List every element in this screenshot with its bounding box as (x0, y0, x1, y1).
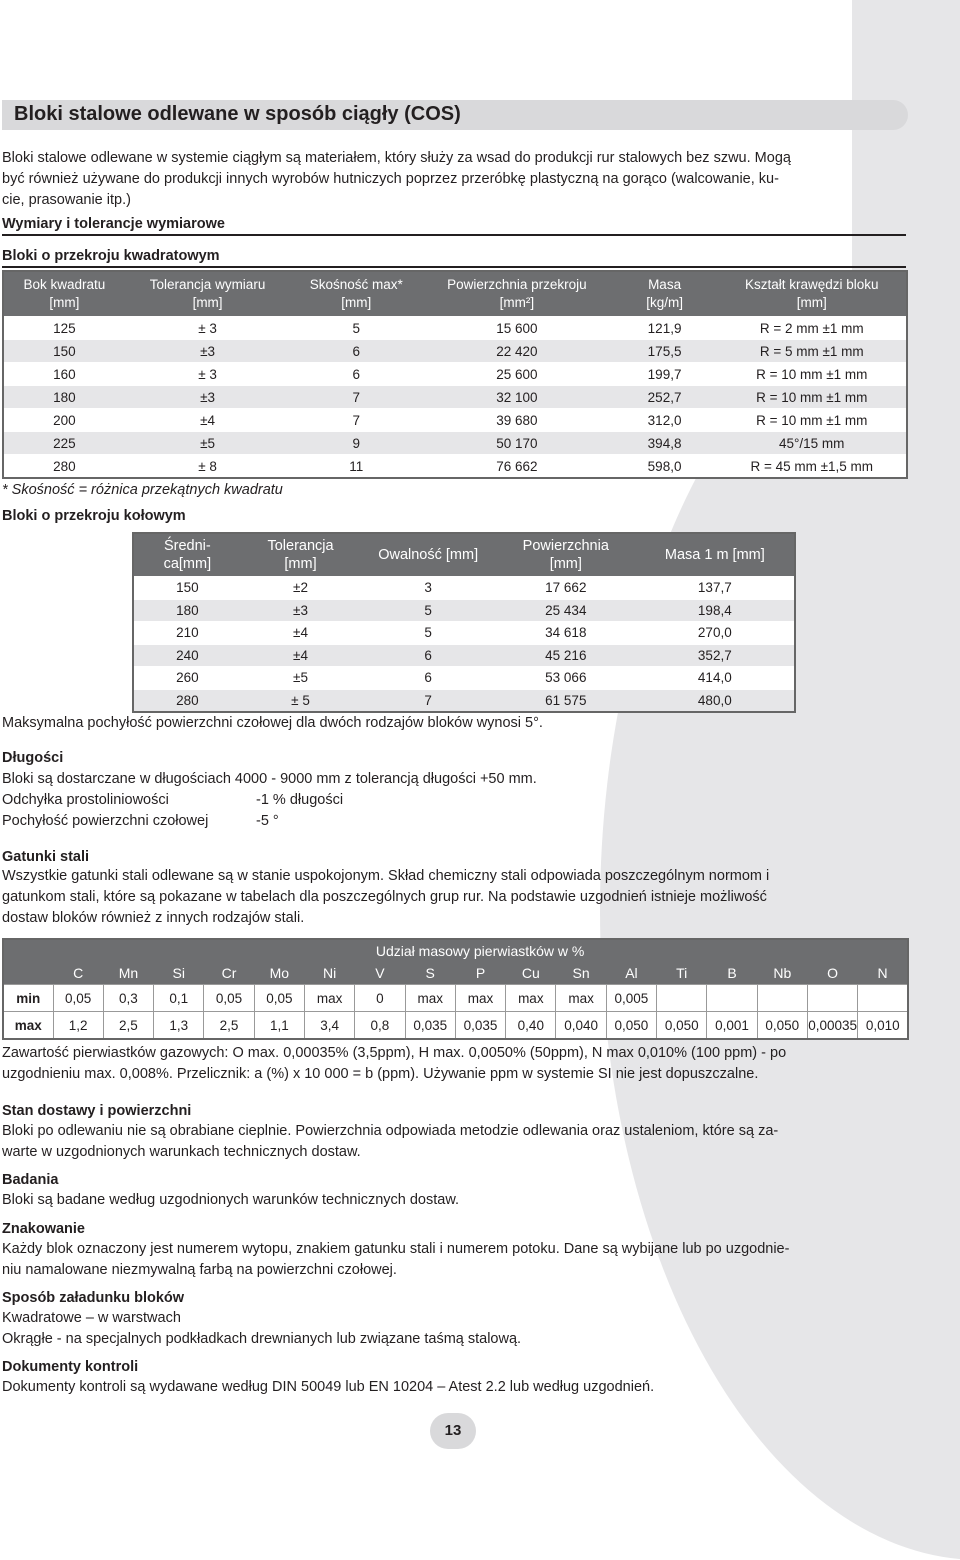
table-cell: 0,035 (455, 1012, 505, 1040)
text-line: Kwadratowe – w warstwach (2, 1310, 181, 1326)
table-cell: N (877, 965, 888, 981)
text-line: [mm] (796, 295, 827, 310)
table-cell: 240 (133, 644, 241, 667)
table-cell: 45 216 (496, 644, 636, 667)
intro-paragraph (2, 148, 791, 211)
table-row (3, 317, 907, 340)
table-row (3, 386, 907, 409)
table-cell: Si (172, 965, 185, 981)
table-cell: 260 (133, 667, 241, 690)
table-cell: 61 575 (496, 689, 636, 712)
table-cell: ± 3 (125, 317, 291, 340)
text-line: Wszystkie gatunki stali odlewane są w stanie uspokojonym. Skład chemiczny stali odpowiada poszczególnym normom i (2, 868, 770, 884)
text-line: ca[mm] (163, 556, 212, 572)
table-cell: 225 (3, 432, 125, 455)
grades-heading: Gatunki stali (2, 849, 90, 865)
table-cell: 0,035 (405, 1012, 455, 1040)
table-cell (858, 985, 909, 1012)
tests-heading: Badania (2, 1172, 59, 1188)
table-cell: B (727, 965, 737, 981)
table-cell: 1,2 (53, 1012, 103, 1040)
table-cell: 312,0 (612, 409, 718, 432)
table-cell: ±3 (125, 340, 291, 363)
text-line: [mm] (341, 295, 372, 310)
table-cell: 125 (3, 317, 125, 340)
table-cell: max (556, 985, 606, 1012)
text-line: Tolerancja (267, 538, 334, 554)
gas-content-text (2, 1043, 786, 1085)
elements-table (2, 938, 909, 1040)
table-cell: 32 100 (422, 386, 612, 409)
table-row (3, 1012, 908, 1040)
column-header (125, 271, 291, 317)
dims-heading: Wymiary i tolerancje wymiarowe (2, 216, 906, 236)
table-cell (807, 985, 857, 1012)
text-line: Zawartość pierwiastków gazowych: O max. 0,00035% (3,5ppm), H max. 0,0050% (50ppm), N max 0,010% (100 ppm) - po (2, 1045, 787, 1061)
table-cell: 210 (133, 622, 241, 645)
text-line: Masa (648, 277, 682, 292)
table-cell: 0,010 (858, 1012, 909, 1040)
text-line: [mm] (192, 295, 223, 310)
table-cell: P (475, 965, 486, 981)
column-header (612, 271, 718, 317)
elements-caption: Udział masowy pierwiastków w % (375, 943, 585, 959)
text-line: Każdy blok oznaczony jest numerem wytopu, znakiem gatunku stali i numerem potoku. Dane są wybijane lub po uzgodnie- (2, 1241, 790, 1257)
table-cell: Cu (521, 965, 540, 981)
table-header-row (3, 939, 908, 962)
text-line: Bok kwadratu (23, 277, 106, 292)
table-cell: 0,05 (204, 985, 254, 1012)
column-header (422, 271, 612, 317)
table-cell: 76 662 (422, 455, 612, 479)
table-cell: Cr (221, 965, 237, 981)
table-cell: 160 (3, 363, 125, 386)
table-row (133, 644, 795, 667)
text-line: Okrągłe - na specjalnych podkładkach drewnianych lub związane taśmą stalową. (2, 1331, 522, 1347)
loading-heading: Sposób załadunku bloków (2, 1290, 185, 1306)
table-cell: 0,050 (606, 1012, 656, 1040)
table-cell: max (3, 1012, 53, 1040)
table-cell: ±3 (125, 386, 291, 409)
table-cell: 53 066 (496, 667, 636, 690)
table-cell: R = 5 mm ±1 mm (717, 340, 907, 363)
intro-line: być również używane do produkcji innych wyrobów hutniczych poprzez przeróbkę plastyczną na gorąco (walcowanie, ku- (2, 171, 779, 187)
text-line: Masa 1 m [mm] (664, 547, 765, 563)
text-line: Bloki są dostarczane w długościach 4000 - 9000 mm z tolerancją długości +50 mm. (2, 771, 537, 787)
table-cell: 3,4 (304, 1012, 354, 1040)
text-line: [mm²] (499, 295, 535, 310)
table-cell: 200 (3, 409, 125, 432)
table-cell: ±4 (125, 409, 291, 432)
table-cell: 198,4 (636, 599, 795, 622)
table-cell: 5 (360, 622, 496, 645)
text-line: gatunkom stali, które są pokazane w tabelach dla poszczególnych grup rur. Na podstawie uzgodnień istnieje możliwość (2, 889, 767, 905)
text-line: Owalność [mm] (378, 547, 479, 563)
square-heading: Bloki o przekroju kwadratowym (2, 248, 906, 268)
round-heading: Bloki o przekroju kołowym (2, 508, 186, 524)
slope-note: Maksymalna pochyłość powierzchni czołowej dla dwóch rodzajów bloków wynosi 5°. (2, 715, 543, 731)
table-cell: 6 (290, 363, 422, 386)
intro-line: cie, prasowanie itp.) (2, 192, 131, 208)
table-cell: 199,7 (612, 363, 718, 386)
table-cell: 0,050 (757, 1012, 807, 1040)
table-cell: S (425, 965, 435, 981)
table-cell: 34 618 (496, 622, 636, 645)
table-row (133, 599, 795, 622)
text-line: Średni- (163, 538, 211, 554)
table-cell: 0,1 (154, 985, 204, 1012)
column-header (241, 533, 361, 577)
text-line: [mm] (49, 295, 80, 310)
table-header-row (133, 533, 795, 577)
table-cell: 15 600 (422, 317, 612, 340)
table-cell: 2,5 (204, 1012, 254, 1040)
table-cell: Sn (572, 965, 590, 981)
table-cell: 0,050 (657, 1012, 707, 1040)
table-cell: 180 (3, 386, 125, 409)
table-cell: 7 (290, 409, 422, 432)
table-cell: min (3, 985, 53, 1012)
column-header (3, 271, 125, 317)
table-cell: 17 662 (496, 577, 636, 600)
table-cell: 6 (360, 667, 496, 690)
table-cell (657, 985, 707, 1012)
table-cell: 0,05 (254, 985, 304, 1012)
table-cell: ±3 (241, 599, 361, 622)
table-row (3, 363, 907, 386)
text-line: niu namalowane niezmywalną farbą na powierzchni czołowej. (2, 1262, 397, 1278)
column-header (717, 271, 907, 317)
table-cell: 0,8 (355, 1012, 405, 1040)
table-cell: Mn (118, 965, 139, 981)
table-cell: 598,0 (612, 455, 718, 479)
table-row (3, 409, 907, 432)
table-cell: max (405, 985, 455, 1012)
text-line: uzgodnieniu max. 0,008%. Przelicznik: a (%) x 10 000 = b (ppm). Używanie ppm w systemie SI nie jest dopuszczalne. (2, 1066, 759, 1082)
table-header-row (3, 271, 907, 317)
title-bar (2, 100, 908, 130)
text-line: [mm] (284, 556, 317, 572)
table-cell: 0,3 (103, 985, 153, 1012)
loading-text (2, 1308, 521, 1350)
table-cell: 7 (360, 689, 496, 712)
table-cell: 50 170 (422, 432, 612, 455)
tests-text: Bloki są badane według uzgodnionych warunków technicznych dostaw. (2, 1192, 460, 1208)
marking-heading: Znakowanie (2, 1221, 85, 1237)
text-line: Kształt krawędzi bloku (744, 277, 879, 292)
table-cell: 270,0 (636, 622, 795, 645)
table-row (133, 667, 795, 690)
table-cell: 137,7 (636, 577, 795, 600)
text-line: dostaw bloków również z innych rodzajów stali. (2, 910, 305, 926)
table-cell: Nb (773, 965, 792, 981)
table-cell: 414,0 (636, 667, 795, 690)
table-cell: 5 (360, 599, 496, 622)
table-cell: Mo (269, 965, 290, 981)
lengths-heading: Długości (2, 750, 64, 766)
table-cell: R = 10 mm ±1 mm (717, 386, 907, 409)
text-line: Powierzchnia (522, 538, 609, 554)
text-line: Skośność max* (309, 277, 403, 292)
square-blocks-table (2, 270, 908, 479)
table-row (133, 689, 795, 712)
table-cell: 121,9 (612, 317, 718, 340)
table-cell: max (455, 985, 505, 1012)
table-cell: 11 (290, 455, 422, 479)
text-line: Bloki po odlewaniu nie są obrabiane cieplnie. Powierzchnia odpowiada metodzie odlewania oraz ustaleniom, które są za- (2, 1123, 779, 1139)
text-line: [kg/m] (646, 295, 683, 310)
page-title: Bloki stalowe odlewane w sposób ciągły (COS) (14, 103, 461, 125)
docs-heading: Dokumenty kontroli (2, 1359, 139, 1375)
table-cell: 39 680 (422, 409, 612, 432)
table-cell: O (827, 965, 839, 981)
table-cell: Al (625, 965, 638, 981)
table-cell: 394,8 (612, 432, 718, 455)
table-cell: 1,1 (254, 1012, 304, 1040)
column-header (290, 271, 422, 317)
table-cell: C (73, 965, 84, 981)
table-cell: 480,0 (636, 689, 795, 712)
column-header (636, 533, 795, 577)
page-number: 13 (430, 1413, 476, 1449)
table-row (3, 340, 907, 363)
table-cell: R = 2 mm ±1 mm (717, 317, 907, 340)
table-row (3, 455, 907, 479)
table-cell: 2,5 (103, 1012, 153, 1040)
table-cell: ±5 (125, 432, 291, 455)
table-cell: ±2 (241, 577, 361, 600)
table-cell: 6 (290, 340, 422, 363)
table-cell: ± 3 (125, 363, 291, 386)
table-cell: Ni (323, 965, 337, 981)
text-line: [mm] (549, 556, 582, 572)
table-cell: 0,005 (606, 985, 656, 1012)
round-blocks-table (132, 532, 796, 713)
table-cell: 0,001 (707, 1012, 757, 1040)
table-cell: ± 5 (241, 689, 361, 712)
table-cell: 175,5 (612, 340, 718, 363)
column-header (133, 533, 241, 577)
table-cell: 5 (290, 317, 422, 340)
table-cell: R = 45 mm ±1,5 mm (717, 455, 907, 479)
table-cell: 150 (3, 340, 125, 363)
table-cell (707, 985, 757, 1012)
table-cell: 22 420 (422, 340, 612, 363)
table-cell: R = 10 mm ±1 mm (717, 363, 907, 386)
table-cell: max (304, 985, 354, 1012)
table-cell: R = 10 mm ±1 mm (717, 409, 907, 432)
table-cell: max (506, 985, 556, 1012)
table-cell: 150 (133, 577, 241, 600)
table-cell: ± 8 (125, 455, 291, 479)
table-cell: 280 (133, 689, 241, 712)
table-row (3, 985, 908, 1012)
table-cell: 25 600 (422, 363, 612, 386)
table-cell: 280 (3, 455, 125, 479)
delivery-text (2, 1121, 778, 1163)
table-cell: 0,05 (53, 985, 103, 1012)
table-header-row (3, 962, 908, 985)
square-footnote: * Skośność = różnica przekątnych kwadratu (2, 482, 283, 498)
table-cell: 45°/15 mm (717, 432, 907, 455)
lengths-text: Bloki są dostarczane w długościach 4000 - 9000 mm z tolerancją długości +50 mm. Odchyłka prostoliniowości -1 % długości Pochyłość powierzchni czołowej -5 ° (2, 771, 537, 829)
docs-text: Dokumenty kontroli są wydawane według DIN 50049 lub EN 10204 – Atest 2.2 lub według uzgodnień. (2, 1379, 655, 1395)
table-cell: ±5 (241, 667, 361, 690)
table-cell: 1,3 (154, 1012, 204, 1040)
table-cell: 352,7 (636, 644, 795, 667)
table-cell: 25 434 (496, 599, 636, 622)
table-cell: 6 (360, 644, 496, 667)
table-cell: 180 (133, 599, 241, 622)
table-row (133, 622, 795, 645)
table-cell: 0 (355, 985, 405, 1012)
marking-text (2, 1239, 789, 1281)
table-row (3, 432, 907, 455)
column-header (496, 533, 636, 577)
table-cell (757, 985, 807, 1012)
table-cell: 7 (290, 386, 422, 409)
table-cell: ±4 (241, 622, 361, 645)
table-cell: ±4 (241, 644, 361, 667)
table-cell: Ti (676, 965, 688, 981)
table-cell: 0,00035 (807, 1012, 857, 1040)
grades-text (2, 866, 769, 929)
table-cell: 9 (290, 432, 422, 455)
table-row (133, 577, 795, 600)
table-cell: 0,040 (556, 1012, 606, 1040)
intro-line: Bloki stalowe odlewane w systemie ciągłym są materiałem, który służy za wsad do produkcji rur stalowych bez szwu. Mogą (2, 150, 791, 166)
table-cell: 3 (360, 577, 496, 600)
delivery-heading: Stan dostawy i powierzchni (2, 1103, 192, 1119)
column-header (360, 533, 496, 577)
table-cell: 0,40 (506, 1012, 556, 1040)
text-line: Tolerancja wymiaru (149, 277, 266, 292)
text-line: Powierzchnia przekroju (447, 277, 587, 292)
table-cell: 252,7 (612, 386, 718, 409)
text-line: warte w uzgodnionych warunkach technicznych dostaw. (2, 1144, 361, 1160)
table-cell: V (375, 965, 385, 981)
